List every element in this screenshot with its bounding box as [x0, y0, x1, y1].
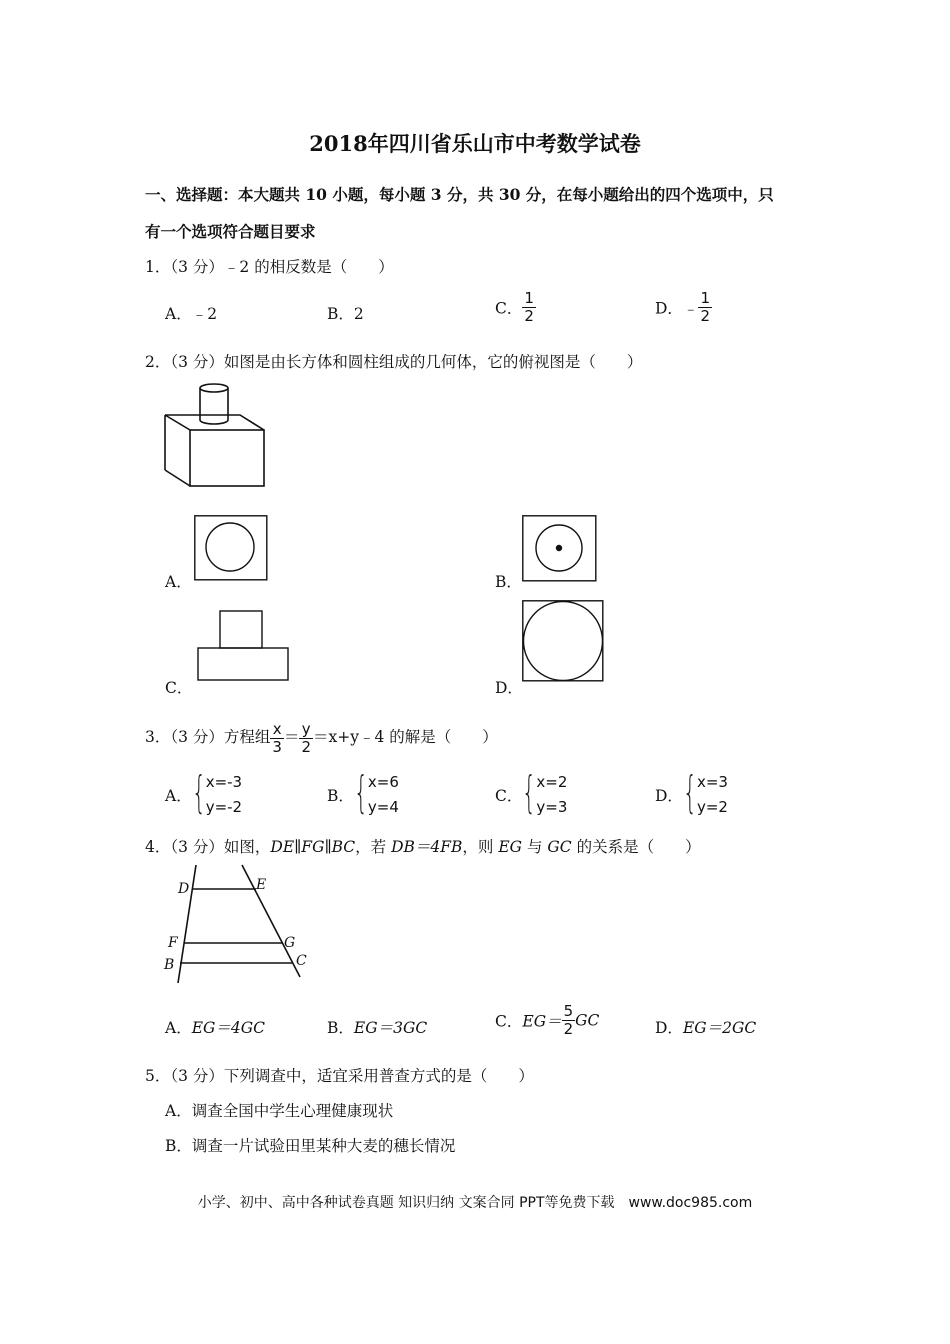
q1-d-num: 1 — [700, 289, 710, 307]
q1-d-sign: ﹣ — [682, 299, 699, 318]
q4-gc: GC — [547, 838, 572, 856]
q4-cond1: DE∥FG∥BC — [270, 838, 356, 856]
q1-stem: 1．（3 分）﹣2 的相反数是（ ） — [145, 258, 394, 276]
q3-a-line2: y=-2 — [205, 798, 243, 816]
q4-c-suffix: GC — [575, 1011, 600, 1030]
q3-stem-prefix: 3．（3 分）方程组 — [145, 728, 271, 746]
q5-stem: 5．（3 分）下列调查中，适宜采用普查方式的是（ ） — [145, 1067, 534, 1085]
label-e: E — [256, 877, 267, 893]
section-header-line2: 有一个选项符合题目要求 — [145, 222, 316, 241]
label-g: G — [284, 935, 296, 951]
q3-d-system — [682, 767, 728, 820]
q1-option-c — [495, 290, 536, 325]
q1-d-fraction — [698, 290, 712, 325]
q4-b-label: B． — [327, 1019, 354, 1037]
q2-d-label: D． — [495, 679, 523, 697]
q2-option-c-figure — [197, 610, 289, 682]
q4-c-den: 2 — [563, 1020, 574, 1038]
q3-frac1 — [270, 721, 284, 756]
q3-a-system — [191, 767, 243, 820]
section-header-line1: 一、选择题：本大题共 10 小题，每小题 3 分，共 30 分，在每小题给出的四个选项中，只 — [145, 185, 774, 204]
q1-option-a — [165, 302, 217, 324]
label-c: C — [296, 953, 307, 969]
q3-c-line2: y=3 — [536, 798, 568, 816]
q1-b-label: B． — [327, 305, 354, 323]
q1-c-den: 2 — [524, 307, 534, 325]
brace-icon: { — [522, 767, 537, 818]
q4-eg: EG — [498, 838, 523, 856]
q3-d-label: D． — [655, 787, 683, 805]
q3-frac1-num: x — [270, 721, 284, 739]
q3-b-line1: x=6 — [367, 773, 399, 791]
q4-stem — [145, 835, 701, 857]
brace-icon: { — [353, 767, 368, 818]
q5-option-b: B．调查一片试验田里某种大麦的穗长情况 — [165, 1137, 456, 1155]
q3-c-system — [522, 767, 568, 820]
q3-a-line1: x=-3 — [205, 773, 243, 791]
q4-c-prefix: EG＝ — [522, 1012, 562, 1031]
box-top-edges — [165, 415, 264, 430]
q2-option-a-figure — [194, 515, 268, 581]
q1-c-label: C． — [495, 299, 523, 318]
q2-option-b-figure — [522, 515, 597, 582]
footer-promo-text: 小学、初中、高中各种试卷真题 知识归纳 文案合同 PPT等免费下载 www.doc985.com — [197, 1195, 753, 1211]
q3-option-c — [495, 767, 568, 820]
q1-a-label: A． — [165, 305, 192, 323]
brace-icon: { — [191, 767, 206, 818]
q3-frac2-num: y — [299, 721, 313, 739]
page-title: 2018年四川省乐山市中考数学试卷 — [309, 131, 641, 156]
line-ec — [242, 865, 300, 977]
q1-c-fraction — [522, 290, 536, 325]
q4-cond2: DB＝4FB — [391, 838, 463, 856]
q4-a-value: EG＝4GC — [191, 1019, 266, 1037]
q1-option-b — [327, 302, 364, 324]
q4-b-value: EG＝3GC — [353, 1019, 428, 1037]
q3-b-system — [353, 767, 399, 820]
q4-option-c — [495, 1003, 599, 1038]
q1-b-value: 2 — [353, 305, 364, 323]
center-dot — [556, 545, 562, 551]
q1-d-label: D． — [655, 299, 683, 318]
q3-option-d — [655, 767, 728, 820]
label-d: D — [178, 881, 190, 897]
label-b: B — [164, 957, 175, 973]
brace-icon: { — [682, 767, 697, 818]
q4-c-num: 5 — [563, 1002, 574, 1020]
q4-stem-prefix: 4．（3 分）如图， — [145, 838, 271, 856]
q2-option-d-figure — [522, 600, 604, 682]
cylinder-top — [200, 384, 228, 392]
q4-option-d — [655, 1016, 756, 1038]
q3-stem — [145, 717, 498, 757]
q3-option-b — [327, 767, 399, 820]
q3-b-line2: y=4 — [367, 798, 399, 816]
q3-d-line1: x=3 — [696, 773, 728, 791]
q4-option-a — [165, 1016, 265, 1038]
q3-option-a — [165, 767, 243, 820]
q4-c-label: C． — [495, 1012, 523, 1031]
q4-mid: ，若 — [355, 838, 392, 856]
label-f: F — [168, 935, 178, 951]
q3-b-label: B． — [327, 787, 354, 805]
q4-d-value: EG＝2GC — [682, 1019, 757, 1037]
q3-eq1: ＝ — [283, 728, 300, 746]
circle-shape — [524, 602, 603, 681]
q4-stem-rest: 的关系是（ ） — [571, 838, 701, 856]
q1-a-value: ﹣2 — [191, 305, 218, 323]
q3-c-line1: x=2 — [536, 773, 568, 791]
box-front-face — [190, 430, 264, 486]
q4-mid2: ，则 — [462, 838, 499, 856]
q2-a-label: A． — [165, 573, 192, 591]
q3-d-line2: y=2 — [696, 798, 728, 816]
q4-trapezoid-figure — [160, 865, 320, 990]
q2-c-label: C． — [165, 679, 193, 697]
q2-stem: 2．（3 分）如图是由长方体和圆柱组成的几何体，它的俯视图是（ ） — [145, 353, 643, 371]
q3-stem-rest: ＝x+y﹣4 的解是（ ） — [313, 728, 498, 746]
q4-a-label: A． — [165, 1019, 192, 1037]
q3-frac2-den: 2 — [301, 737, 312, 756]
q4-yu: 与 — [522, 838, 548, 856]
q4-option-b — [327, 1016, 427, 1038]
q4-c-fraction — [562, 1003, 576, 1038]
q3-a-label: A． — [165, 787, 192, 805]
q2-solid-figure — [160, 380, 270, 490]
circle-shape — [206, 523, 254, 571]
q1-option-d — [655, 290, 712, 325]
q1-d-den: 2 — [700, 307, 710, 325]
q3-frac2 — [299, 721, 313, 756]
q4-d-label: D． — [655, 1019, 683, 1037]
q1-c-num: 1 — [524, 289, 534, 307]
q3-c-label: C． — [495, 787, 523, 805]
q2-b-label: B． — [495, 573, 522, 591]
q3-frac1-den: 3 — [272, 737, 282, 756]
q5-option-a: A．调查全国中学生心理健康现状 — [165, 1102, 394, 1120]
